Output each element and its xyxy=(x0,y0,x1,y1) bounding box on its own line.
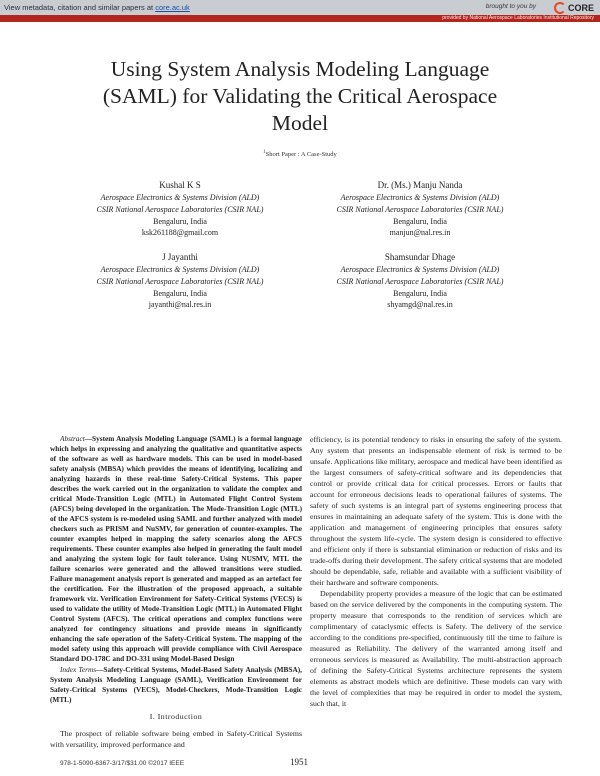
copyright-line: 978-1-5090-6367-3/17/$31.00 ©2017 IEEE xyxy=(60,760,185,767)
paper-title xyxy=(60,56,540,137)
author-location: Bengaluru, India xyxy=(153,288,207,298)
author-division: Aerospace Electronics & Systems Division (ALD) xyxy=(340,265,500,274)
section-heading-introduction: I. Introduction xyxy=(149,712,203,721)
core-logo[interactable] xyxy=(554,2,594,14)
body-paragraph-1: efficiency, is its potential tendency to risks in ensuring the safety of the system. Any system that presents an indispensable element of risk is termed to be unsafe. Applications like military, aerospace and medical have been identified as the largest consumers of safety-critical software and its dependencies that control or provide critical data for critical processes. Errors or faults that account for erroneous decisions leads to operational failures of systems. The safety of such systems is an integral part of systems engineering process that ensures in maintaining an adequate safety of the system. This is done with the application and management of engineering principles that ensures safety throughout the system life-cycle. The system design is considered to effective and efficient only if there is substantial elimination or reduction of risks and its trade-offs during their development. The safety critical systems that are modeled should be dependable, safe, reliable and available with a sufficient visibility of their hardware and software components. xyxy=(310,435,562,587)
author-institution: CSIR National Aerospace Laboratories (CSIR NAL) xyxy=(96,204,264,214)
brought-to-you-text: brought to you by xyxy=(485,3,536,10)
core-logo-text: CORE xyxy=(567,3,594,13)
author-location: Bengaluru, India xyxy=(393,288,447,298)
title-line-3: Model xyxy=(271,111,329,135)
author-location: Bengaluru, India xyxy=(153,216,207,226)
abstract xyxy=(50,434,302,664)
author-institution: CSIR National Aerospace Laboratories (CSIR NAL) xyxy=(336,204,504,214)
author-email[interactable]: shyamgd@nal.res.in xyxy=(387,300,453,310)
index-terms-text: —Safety-Critical Systems, Model-Based Safety Analysis (MBSA), System Analysis Modeling Language (SAML), Verification Environment for Safety-Critical Systems (VECS), Model-Checkers, Mode-Transition Logic (MTL) xyxy=(50,665,302,704)
abstract-text: —System Analysis Modeling Language (SAML) is a formal language which helps in expressing and analyzing the qualitative and quantitative aspects of the software as well as hardware models. This can be used in model-based safety analysis (MBSA) which provides the means of identifying, localizing and analyzing hazards in these real-time Safety-Critical Systems. This paper describes the work carried out in the organization to validate the complex and critical Mode-Transition Logic (MTL) in Automated Flight Control System (AFCS) being developed in the organization. The Mode-Transition Logic (MTL) of the AFCS system is re-modeled using SAML and further analyzed with model checkers such as PRISM and NuSMV, for generation of counter-examples. The counter examples helped in mapping the safety scenarios along the AFCS requirements. These counter examples also helped in generating the fault model and analyzing the system logic for fault tolerance. Using NUSMV, MTL the failure scenarios were generated and the allowed transitions were studied. Failure management analysis report is generated and mapped as an artefact for the certification. For the illustration of the proposed approach, a suitable framework viz. Verification Environment for Safety-Critical Systems (VECS) is used to validate the utility of Mode-Transition Logic (MTL) in Automated Flight Control System (AFCS). The critical operations and complex functions were analyzed for contingency situations and provide means in significantly enhancing the safe operation of the Safety-Critical System. The mapping of the model safety using this approach will provide compliance with Civil Aerospace Standard DO-178C and DO-331 using Model-Based Design xyxy=(50,434,302,663)
body-paragraph-2: Dependability property provides a measure of the logic that can be estimated based on the service delivered by the components in the computing system. The property measure that corresponds to the rendition of services which are complimentary of cataclysmic effects is Safety. The delivery of the service according to the conditions pre-specified, continuously till the time to failure is measured as Reliability. The delivery of the warranted among itself and erroneous services is measured as Availability. The multi-abstraction approach of defining the Safety-Critical Systems architecture represents the system elements as abstract models which are definitive. These models can vary with the level of complexities that may be required in order to model the system, such that, it xyxy=(310,589,562,708)
page-number: 1951 xyxy=(290,757,308,767)
author-email[interactable]: ksk261188@gmail.com xyxy=(141,228,219,238)
author-name: Shamsundar Dhage xyxy=(384,252,456,262)
author-block-2 xyxy=(300,178,540,239)
metadata-prefix: View metadata, citation and similar papers at xyxy=(4,3,156,12)
author-location: Bengaluru, India xyxy=(393,216,447,226)
author-division: Aerospace Electronics & Systems Division (ALD) xyxy=(100,265,260,274)
author-institution: CSIR National Aerospace Laboratories (CSIR NAL) xyxy=(336,276,504,286)
author-block-1 xyxy=(60,178,300,239)
author-name: J Jayanthi xyxy=(162,252,198,262)
abstract-label: Abstract xyxy=(60,434,85,443)
short-paper-note xyxy=(0,150,600,158)
author-name: Kushal K S xyxy=(159,180,201,190)
author-block-4 xyxy=(300,250,540,311)
author-name: Dr. (Ms.) Manju Nanda xyxy=(377,180,463,190)
core-link[interactable]: core.ac.uk xyxy=(155,3,190,12)
index-terms xyxy=(50,665,302,705)
footnote-mark: 1 xyxy=(263,150,266,155)
right-column xyxy=(310,434,562,709)
author-block-3 xyxy=(60,250,300,311)
title-line-1: Using System Analysis Modeling Language xyxy=(110,57,490,81)
core-banner xyxy=(0,0,600,22)
title-line-2: (SAML) for Validating the Critical Aerospace xyxy=(102,84,498,108)
metadata-notice xyxy=(4,3,190,12)
footnote-text: Short Paper : A Case-Study xyxy=(265,151,337,159)
author-email[interactable]: manjun@nal.res.in xyxy=(389,228,451,238)
provided-by-text: provided by National Aerospace Laboratories Institutional Repository xyxy=(442,15,594,21)
author-institution: CSIR National Aerospace Laboratories (CSIR NAL) xyxy=(96,276,264,286)
author-email[interactable]: jayanthi@nal.res.in xyxy=(148,300,212,310)
provided-by-bar xyxy=(0,15,600,22)
index-terms-label: Index Terms xyxy=(60,665,97,674)
core-logo-icon xyxy=(554,2,566,14)
left-column xyxy=(50,434,302,750)
author-division: Aerospace Electronics & Systems Division (ALD) xyxy=(100,193,260,202)
author-division: Aerospace Electronics & Systems Division (ALD) xyxy=(340,193,500,202)
introduction-paragraph: The prospect of reliable software being embed in Safety-Critical Systems with versatility, improved performance and xyxy=(50,728,302,749)
